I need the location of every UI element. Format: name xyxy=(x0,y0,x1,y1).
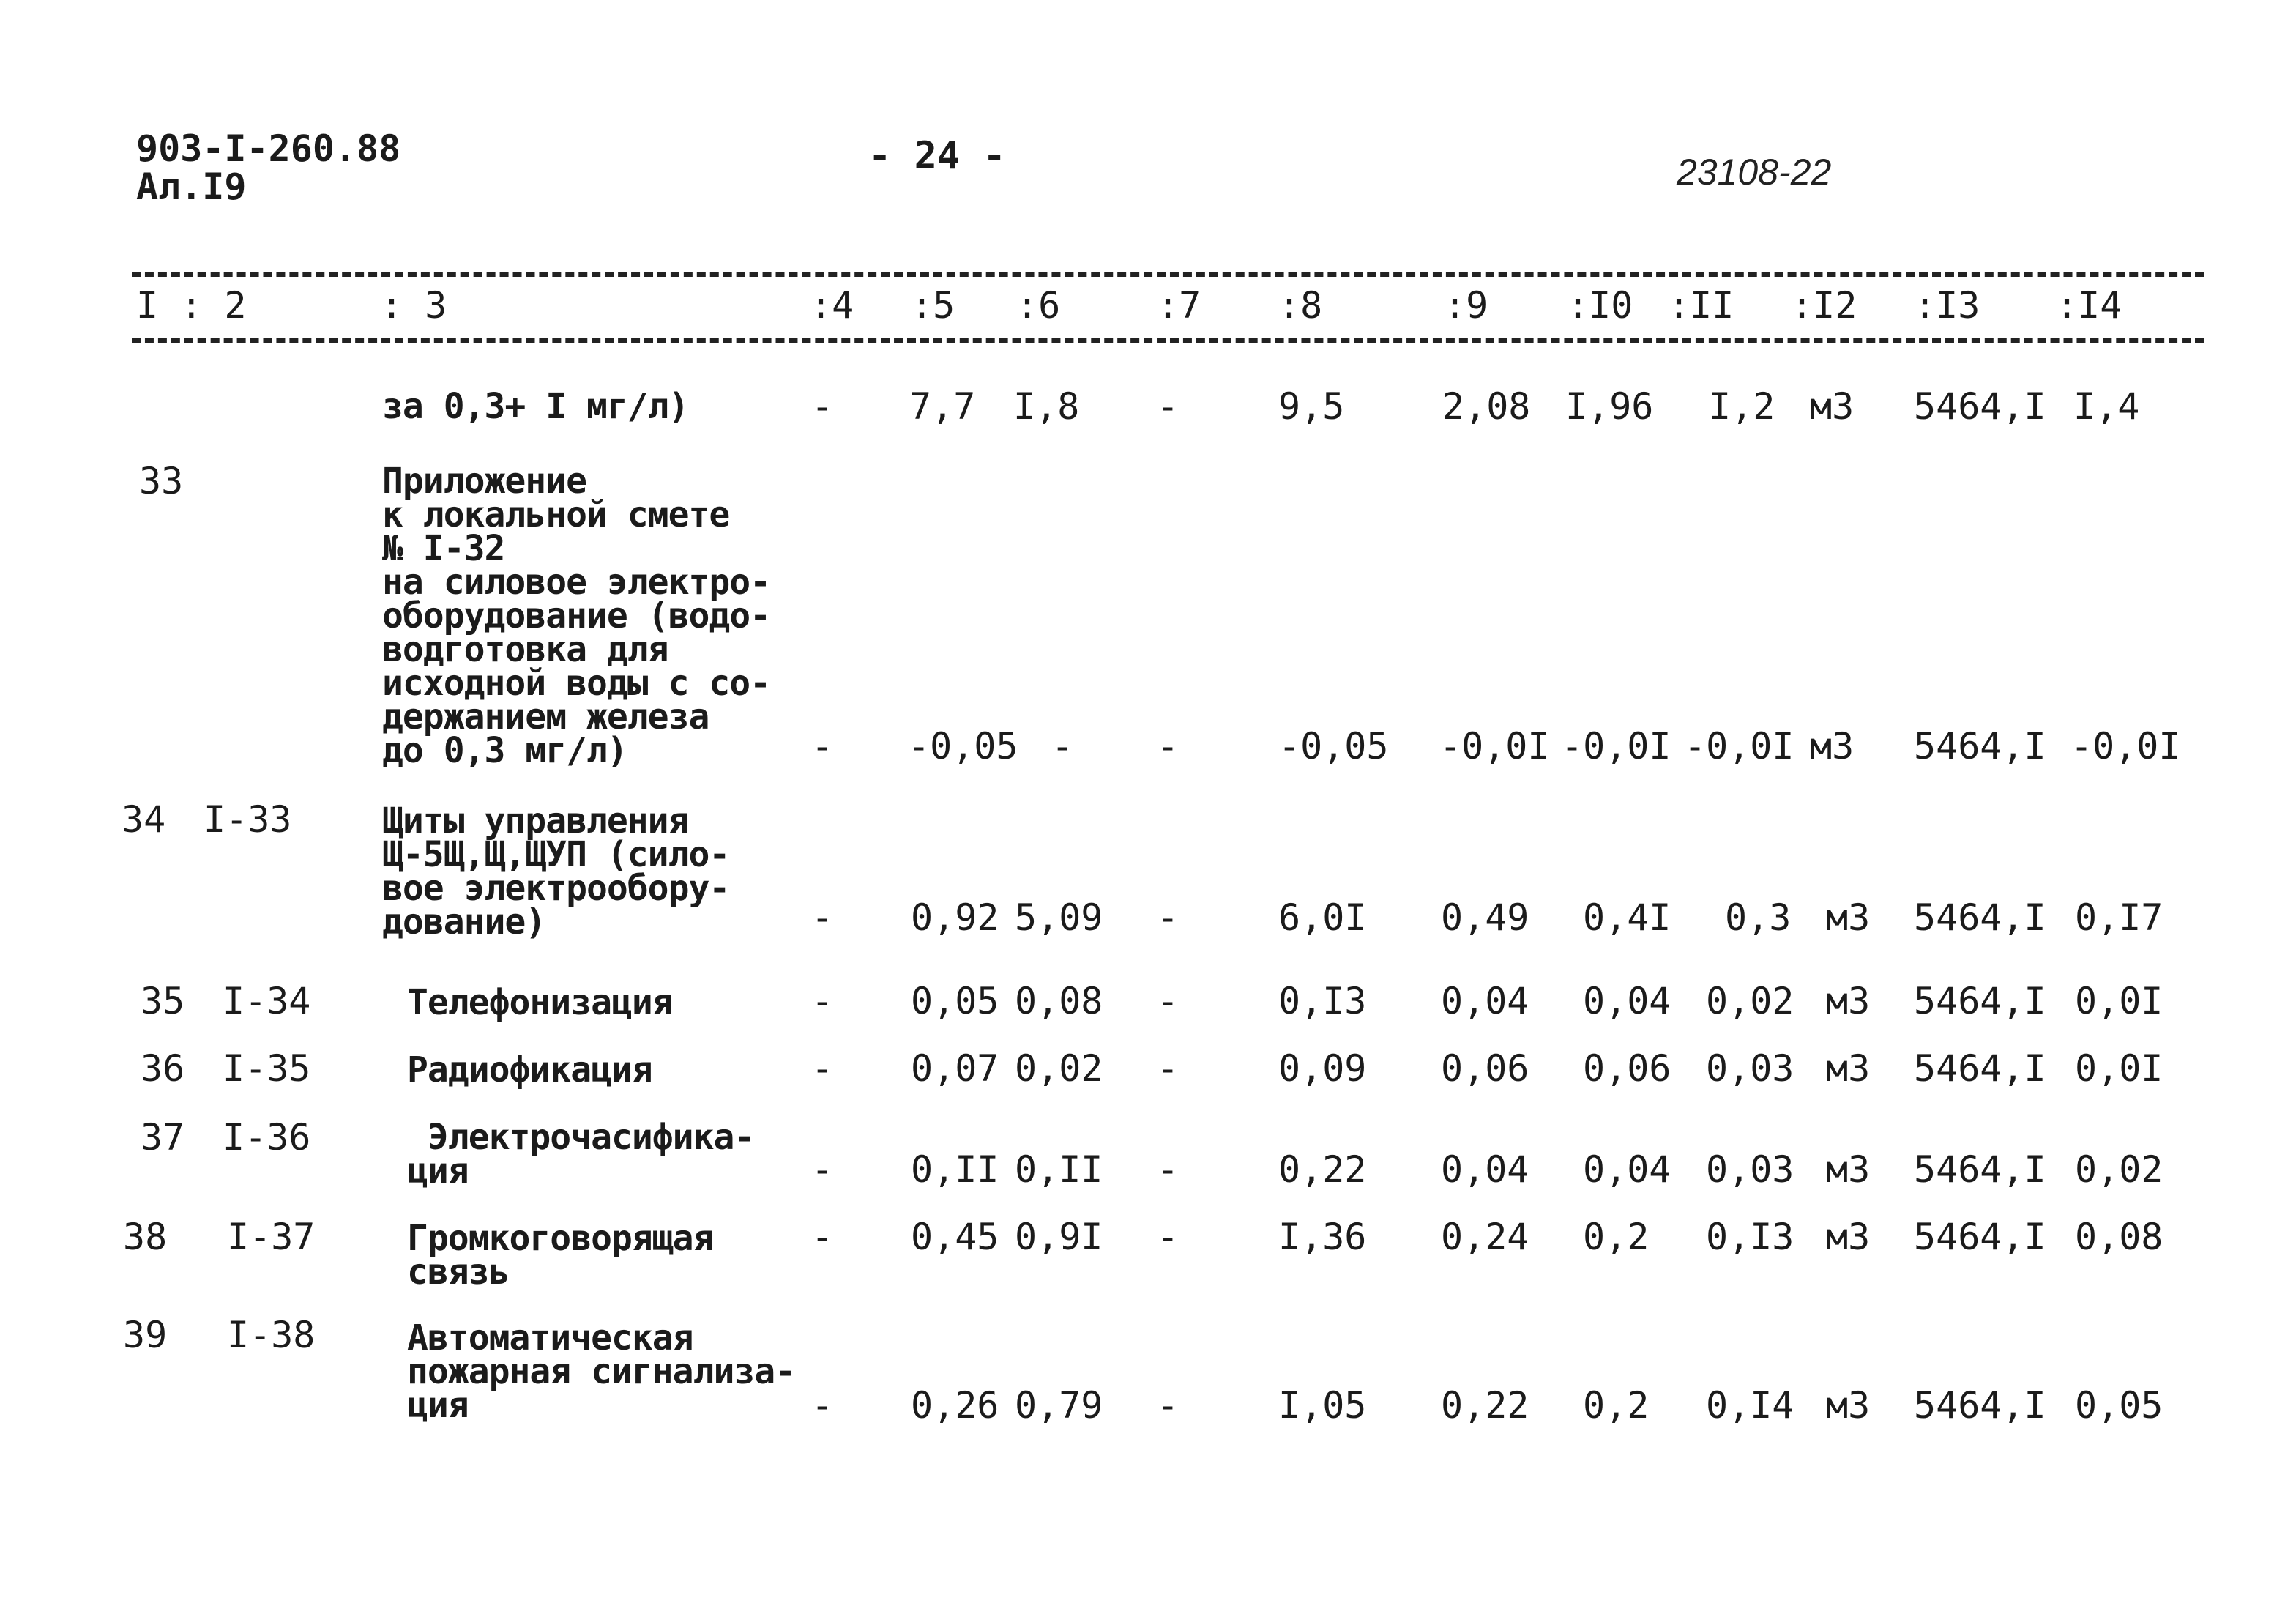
cell-c8: 9,5 xyxy=(1278,385,1345,428)
cell-c8: 0,09 xyxy=(1278,1047,1367,1090)
cell-c9: 0,49 xyxy=(1441,896,1529,939)
cell-c9: 0,06 xyxy=(1441,1047,1529,1090)
row-reference: I-33 xyxy=(204,798,292,841)
row-number: 38 xyxy=(123,1216,168,1258)
col-header-12: :I2 xyxy=(1791,284,1857,327)
cell-c4: - xyxy=(811,896,834,939)
cell-c12: м3 xyxy=(1826,1384,1871,1427)
row-reference: I-38 xyxy=(227,1314,316,1356)
cell-c8: I,36 xyxy=(1278,1216,1367,1258)
cell-c13: 5464,I xyxy=(1914,1047,2046,1090)
cell-c6: 0,08 xyxy=(1015,980,1103,1022)
row-description: Щиты управления Щ-5Щ,Щ,ЩУП (сило- вое электрообору- дование) xyxy=(382,800,730,943)
cell-c5: 7,7 xyxy=(909,385,976,428)
cell-c7: - xyxy=(1157,725,1179,767)
cell-c7: - xyxy=(1157,1384,1179,1427)
cell-c6: 0,9I xyxy=(1015,1216,1103,1258)
cell-c8: I,05 xyxy=(1278,1384,1367,1427)
col-header-8: :8 xyxy=(1278,284,1323,327)
table-header-rule xyxy=(132,338,2204,343)
col-header-3: : 3 xyxy=(381,284,447,327)
cell-c7: - xyxy=(1157,896,1179,939)
cell-c10: 0,2 xyxy=(1583,1216,1650,1258)
cell-c11: 0,02 xyxy=(1706,980,1794,1022)
col-header-6: :6 xyxy=(1016,284,1061,327)
cell-c7: - xyxy=(1157,980,1179,1022)
page-number: - 24 - xyxy=(868,134,1006,178)
cell-c5: -0,05 xyxy=(908,725,1018,767)
cell-c6: 5,09 xyxy=(1015,896,1103,939)
cell-c4: - xyxy=(811,725,834,767)
cell-c5: 0,26 xyxy=(911,1384,999,1427)
cell-c10: 0,4I xyxy=(1583,896,1671,939)
cell-c9: -0,0I xyxy=(1439,725,1550,767)
cell-c9: 0,04 xyxy=(1441,980,1529,1022)
cell-c4: - xyxy=(811,1384,834,1427)
cell-c11: I,2 xyxy=(1709,385,1775,428)
sheet-reference: 23108-22 xyxy=(1677,152,1832,193)
cell-c13: 5464,I xyxy=(1914,385,2046,428)
col-header-7: :7 xyxy=(1157,284,1201,327)
cell-c12: м3 xyxy=(1826,1216,1871,1258)
cell-c6: I,8 xyxy=(1013,385,1080,428)
cell-c11: 0,I4 xyxy=(1706,1384,1794,1427)
cell-c10: -0,0I xyxy=(1561,725,1671,767)
cell-c13: 5464,I xyxy=(1914,896,2046,939)
row-description: Электрочасифика- ция xyxy=(407,1117,755,1192)
cell-c10: 0,06 xyxy=(1583,1047,1671,1090)
cell-c6: 0,II xyxy=(1015,1148,1103,1191)
cell-c6: - xyxy=(1051,725,1074,767)
cell-c12: м3 xyxy=(1826,1047,1871,1090)
cell-c5: 0,II xyxy=(911,1148,999,1191)
cell-c12: м3 xyxy=(1810,385,1855,428)
cell-c12: м3 xyxy=(1826,896,1871,939)
row-description: за 0,3+ I мг/л) xyxy=(382,386,689,427)
cell-c7: - xyxy=(1157,1148,1179,1191)
row-reference: I-34 xyxy=(223,980,311,1022)
cell-c7: - xyxy=(1157,1216,1179,1258)
cell-c14: 0,0I xyxy=(2075,1047,2163,1090)
cell-c11: 0,3 xyxy=(1725,896,1792,939)
cell-c4: - xyxy=(811,980,834,1022)
cell-c8: 0,I3 xyxy=(1278,980,1367,1022)
cell-c11: 0,I3 xyxy=(1706,1216,1794,1258)
row-number: 35 xyxy=(141,980,185,1022)
col-header-4: :4 xyxy=(810,284,854,327)
cell-c13: 5464,I xyxy=(1914,725,2046,767)
row-description: Громкоговорящая связь xyxy=(407,1218,714,1293)
row-reference: I-36 xyxy=(223,1116,311,1159)
cell-c8: 0,22 xyxy=(1278,1148,1367,1191)
cell-c7: - xyxy=(1157,385,1179,428)
row-number: 34 xyxy=(122,798,166,841)
cell-c12: м3 xyxy=(1826,980,1871,1022)
cell-c5: 0,05 xyxy=(911,980,999,1022)
cell-c9: 0,04 xyxy=(1441,1148,1529,1191)
cell-c12: м3 xyxy=(1810,725,1855,767)
cell-c10: 0,04 xyxy=(1583,980,1671,1022)
col-header-5: :5 xyxy=(911,284,955,327)
document-code: 903-I-260.88 xyxy=(136,127,401,170)
row-number: 39 xyxy=(123,1314,168,1356)
row-reference: I-37 xyxy=(227,1216,316,1258)
cell-c6: 0,02 xyxy=(1015,1047,1103,1090)
row-description: Приложение к локальной смете № I-32 на силовое электро- оборудование (водо- водготовка для исходной воды с со- держанием железа до 0,3 мг/л) xyxy=(382,461,771,771)
cell-c11: 0,03 xyxy=(1706,1047,1794,1090)
cell-c11: 0,03 xyxy=(1706,1148,1794,1191)
cell-c10: I,96 xyxy=(1565,385,1654,428)
cell-c13: 5464,I xyxy=(1914,1148,2046,1191)
cell-c14: 0,0I xyxy=(2075,980,2163,1022)
cell-c9: 2,08 xyxy=(1442,385,1531,428)
cell-c5: 0,92 xyxy=(911,896,999,939)
row-reference: I-35 xyxy=(223,1047,311,1090)
cell-c13: 5464,I xyxy=(1914,980,2046,1022)
cell-c14: 0,05 xyxy=(2075,1384,2163,1427)
cell-c9: 0,24 xyxy=(1441,1216,1529,1258)
col-header-1-2: I : 2 xyxy=(136,284,247,327)
cell-c14: 0,02 xyxy=(2075,1148,2163,1191)
cell-c8: 6,0I xyxy=(1278,896,1367,939)
cell-c11: -0,0I xyxy=(1684,725,1794,767)
cell-c4: - xyxy=(811,385,834,428)
cell-c8: -0,05 xyxy=(1278,725,1389,767)
cell-c6: 0,79 xyxy=(1015,1384,1103,1427)
row-description: Автоматическая пожарная сигнализа- ция xyxy=(407,1317,796,1426)
cell-c4: - xyxy=(811,1216,834,1258)
row-number: 36 xyxy=(141,1047,185,1090)
cell-c13: 5464,I xyxy=(1914,1216,2046,1258)
cell-c7: - xyxy=(1157,1047,1179,1090)
cell-c14: 0,I7 xyxy=(2075,896,2163,939)
col-header-11: :II xyxy=(1668,284,1734,327)
row-description: Радиофикация xyxy=(407,1049,652,1090)
col-header-10: :I0 xyxy=(1567,284,1633,327)
cell-c5: 0,07 xyxy=(911,1047,999,1090)
col-header-13: :I3 xyxy=(1914,284,1980,327)
sheet-label: Ал.I9 xyxy=(136,166,247,208)
row-description: Телефонизация xyxy=(407,982,673,1023)
cell-c10: 0,2 xyxy=(1583,1384,1650,1427)
cell-c14: 0,08 xyxy=(2075,1216,2163,1258)
col-header-14: :I4 xyxy=(2056,284,2122,327)
cell-c4: - xyxy=(811,1047,834,1090)
row-number: 37 xyxy=(141,1116,185,1159)
cell-c4: - xyxy=(811,1148,834,1191)
cell-c12: м3 xyxy=(1826,1148,1871,1191)
cell-c14: I,4 xyxy=(2073,385,2140,428)
table-top-rule xyxy=(132,272,2204,277)
cell-c5: 0,45 xyxy=(911,1216,999,1258)
cell-c10: 0,04 xyxy=(1583,1148,1671,1191)
cell-c13: 5464,I xyxy=(1914,1384,2046,1427)
cell-c14: -0,0I xyxy=(2070,725,2181,767)
col-header-9: :9 xyxy=(1444,284,1488,327)
row-number: 33 xyxy=(139,460,184,502)
cell-c9: 0,22 xyxy=(1441,1384,1529,1427)
